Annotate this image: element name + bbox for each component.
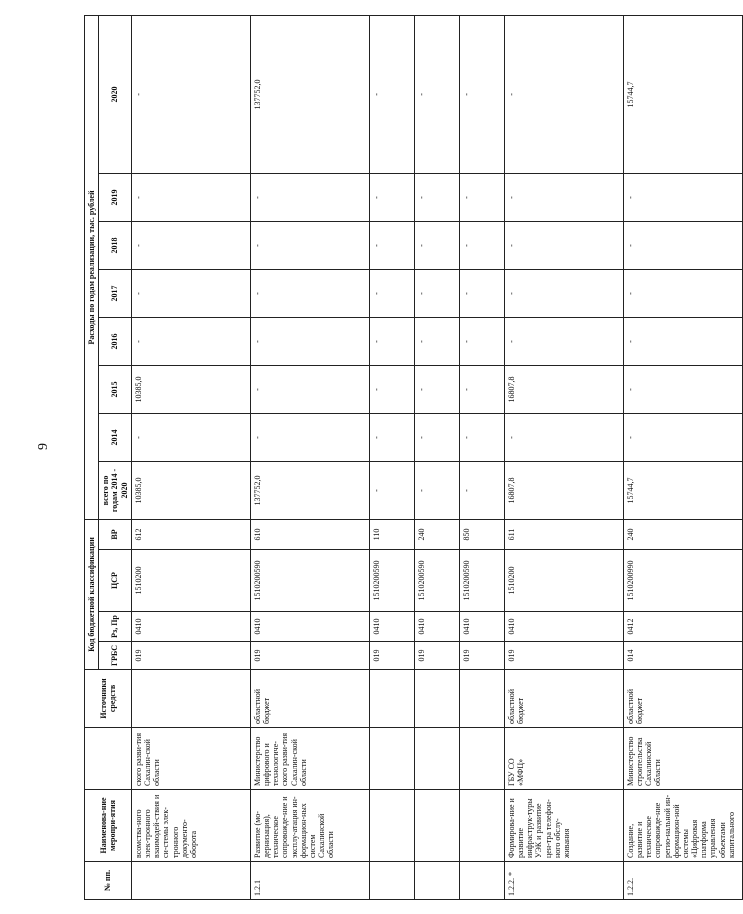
cell-y2014: -	[369, 413, 414, 461]
cell-csr: 1510200990	[623, 550, 742, 612]
cell-vr: 240	[623, 519, 742, 549]
cell-y2017: -	[504, 269, 623, 317]
table-body	[131, 15, 742, 899]
header-total: всего по годам 2014 - 2020	[99, 461, 132, 519]
cell-source	[414, 670, 459, 728]
header-grbs: ГРБС	[99, 642, 132, 670]
cell-y2016: -	[131, 317, 250, 365]
cell-vr: 850	[459, 519, 504, 549]
cell-num: 1.2.2.	[623, 862, 742, 900]
budget-table	[84, 15, 743, 900]
cell-y2016: -	[623, 317, 742, 365]
cell-y2017: -	[131, 269, 250, 317]
cell-y2016: -	[459, 317, 504, 365]
cell-grbs: 019	[369, 642, 414, 670]
cell-rzpr: 0410	[250, 612, 369, 642]
header-2018: 2018	[99, 221, 132, 269]
cell-y2015: -	[250, 365, 369, 413]
cell-grbs: 019	[250, 642, 369, 670]
cell-y2020: -	[369, 15, 414, 173]
cell-source	[369, 670, 414, 728]
cell-y2016: -	[369, 317, 414, 365]
cell-y2018: -	[504, 221, 623, 269]
cell-total: -	[369, 461, 414, 519]
cell-y2018: -	[623, 221, 742, 269]
cell-executor	[459, 728, 504, 790]
cell-y2014: -	[131, 413, 250, 461]
cell-grbs: 019	[131, 642, 250, 670]
cell-rzpr: 0412	[623, 612, 742, 642]
cell-num	[414, 862, 459, 900]
cell-y2014: -	[623, 413, 742, 461]
cell-source: областной бюджет	[250, 670, 369, 728]
cell-vr: 110	[369, 519, 414, 549]
header-source: Источники средств	[85, 670, 132, 728]
cell-source	[459, 670, 504, 728]
cell-y2015: -	[414, 365, 459, 413]
table-row	[623, 15, 742, 899]
cell-y2014: -	[504, 413, 623, 461]
cell-num: 1.2.1	[250, 862, 369, 900]
cell-y2019: -	[414, 173, 459, 221]
cell-y2017: -	[369, 269, 414, 317]
header-rzpr: Рз, Пр	[99, 612, 132, 642]
header-kbk: Код бюджетной классификации	[85, 519, 99, 669]
cell-executor: ГБУ СО «МФЦ»	[504, 728, 623, 790]
cell-grbs: 019	[459, 642, 504, 670]
cell-y2019: -	[504, 173, 623, 221]
cell-num	[131, 862, 250, 900]
header-expenses: Расходы по годам реализации, тыс. рублей	[85, 15, 99, 519]
cell-y2020: -	[459, 15, 504, 173]
cell-y2018: -	[131, 221, 250, 269]
cell-csr: 1510200590	[414, 550, 459, 612]
cell-vr: 612	[131, 519, 250, 549]
table-row	[504, 15, 623, 899]
cell-rzpr: 0410	[369, 612, 414, 642]
cell-num	[459, 862, 504, 900]
header-2019: 2019	[99, 173, 132, 221]
cell-y2014: -	[414, 413, 459, 461]
cell-executor: Министерство строительства Сахалинской области	[623, 728, 742, 790]
cell-grbs: 019	[414, 642, 459, 670]
cell-y2017: -	[459, 269, 504, 317]
cell-y2016: -	[414, 317, 459, 365]
cell-y2016: -	[250, 317, 369, 365]
cell-vr: 611	[504, 519, 623, 549]
header-executor	[85, 728, 132, 790]
cell-name	[459, 790, 504, 862]
cell-csr: 1510200590	[250, 550, 369, 612]
cell-rzpr: 0410	[459, 612, 504, 642]
cell-vr: 610	[250, 519, 369, 549]
cell-name: Создание, развитие и техническое сопровожде-ние регио-нальной ин-формацион-ной системы «Цифровая платформа управления объектами капитального	[623, 790, 742, 862]
cell-y2019: -	[369, 173, 414, 221]
cell-y2015: 10385,0	[131, 365, 250, 413]
table-row	[459, 15, 504, 899]
cell-csr: 1510200	[131, 550, 250, 612]
cell-total: 16807,8	[504, 461, 623, 519]
cell-name: Развитие (мо-дернизация), техническое сопровожде-ние и эксплу-атация ин-формацион-ных систем Сахалинской области	[250, 790, 369, 862]
cell-executor	[369, 728, 414, 790]
cell-rzpr: 0410	[504, 612, 623, 642]
header-2015: 2015	[99, 365, 132, 413]
cell-source: областной бюджет	[504, 670, 623, 728]
cell-y2016: -	[504, 317, 623, 365]
cell-y2020: -	[414, 15, 459, 173]
header-vr: ВР	[99, 519, 132, 549]
cell-y2019: -	[131, 173, 250, 221]
table-row	[131, 15, 250, 899]
cell-executor: ского разви-тия Сахалин-ской области	[131, 728, 250, 790]
cell-num: 1.2.2. *	[504, 862, 623, 900]
cell-source: областной бюджет	[623, 670, 742, 728]
table-row	[414, 15, 459, 899]
cell-grbs: 019	[504, 642, 623, 670]
cell-name: Формирова-ние и развитие инфраструк-туры УЭК и развитие цен-тра телефон-ного обслу-живания	[504, 790, 623, 862]
budget-table-sheet	[84, 70, 736, 900]
cell-y2019: -	[459, 173, 504, 221]
cell-y2014: -	[250, 413, 369, 461]
cell-name: всомства-ного элек-тронного взаимодей-ствия и си-стемы элек-тронного документо-оборота	[131, 790, 250, 862]
header-name: Наименова-ние меропри-ятия	[85, 790, 132, 862]
cell-y2017: -	[414, 269, 459, 317]
cell-csr: 1510200590	[459, 550, 504, 612]
cell-y2019: -	[623, 173, 742, 221]
cell-num	[369, 862, 414, 900]
cell-y2014: -	[459, 413, 504, 461]
cell-rzpr: 0410	[131, 612, 250, 642]
cell-grbs: 014	[623, 642, 742, 670]
table-row	[250, 15, 369, 899]
cell-name	[414, 790, 459, 862]
cell-y2018: -	[459, 221, 504, 269]
cell-name	[369, 790, 414, 862]
cell-total: -	[414, 461, 459, 519]
cell-y2019: -	[250, 173, 369, 221]
cell-executor: Министерство цифрового и технологиче-ского разви-тия Сахалин-ской области	[250, 728, 369, 790]
header-num: № пп.	[85, 862, 132, 900]
cell-y2015: -	[369, 365, 414, 413]
page-number: 9	[36, 443, 51, 450]
cell-y2017: -	[250, 269, 369, 317]
cell-y2020: 15744,7	[623, 15, 742, 173]
cell-y2015: -	[459, 365, 504, 413]
cell-y2020: 137752,0	[250, 15, 369, 173]
cell-total: 15744,7	[623, 461, 742, 519]
cell-y2018: -	[250, 221, 369, 269]
cell-y2017: -	[623, 269, 742, 317]
cell-y2020: -	[131, 15, 250, 173]
header-2020: 2020	[99, 15, 132, 173]
table-row	[369, 15, 414, 899]
cell-source	[131, 670, 250, 728]
cell-y2015: 16807,8	[504, 365, 623, 413]
cell-y2015: -	[623, 365, 742, 413]
header-2017: 2017	[99, 269, 132, 317]
cell-csr: 1510200	[504, 550, 623, 612]
cell-total: 10385,0	[131, 461, 250, 519]
cell-total: 137752,0	[250, 461, 369, 519]
cell-rzpr: 0410	[414, 612, 459, 642]
cell-y2020: -	[504, 15, 623, 173]
header-csr: ЦСР	[99, 550, 132, 612]
header-2014: 2014	[99, 413, 132, 461]
cell-vr: 240	[414, 519, 459, 549]
cell-executor	[414, 728, 459, 790]
cell-y2018: -	[369, 221, 414, 269]
cell-total: -	[459, 461, 504, 519]
cell-csr: 1510200590	[369, 550, 414, 612]
cell-y2018: -	[414, 221, 459, 269]
header-2016: 2016	[99, 317, 132, 365]
